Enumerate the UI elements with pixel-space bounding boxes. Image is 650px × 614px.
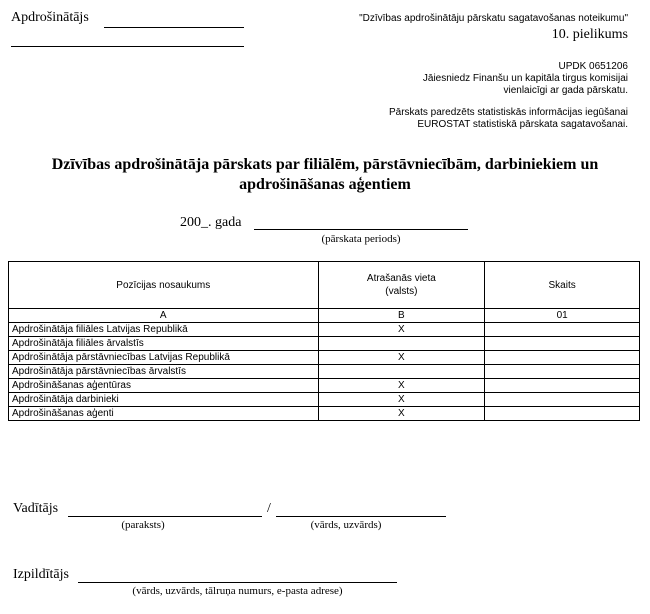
row-location-cell[interactable]	[318, 337, 485, 351]
row-location-cell[interactable]	[318, 365, 485, 379]
insurer-label: Apdrošinātājs	[11, 10, 89, 25]
table-header-row	[9, 262, 640, 309]
report-title-line-1: Dzīvības apdrošinātāja pārskats par filiālēm, pārstāvniecībām, darbiniekiem un	[51, 156, 599, 173]
row-name: Apdrošinātāja filiāles Latvijas Republikā	[9, 323, 319, 337]
table-row	[9, 379, 640, 393]
insurer-name-line-2[interactable]	[11, 46, 244, 47]
row-location: X	[318, 393, 485, 407]
row-name: Apdrošinātāja pārstāvniecības Latvijas Republikā	[9, 351, 319, 365]
table-row	[9, 365, 640, 379]
regulation-ref: "Dzīvības apdrošinātāju pārskatu sagatavošanas noteikumu"	[359, 13, 628, 24]
executor-caption: (vārds, uzvārds, tālruņa numurs, e-pasta adrese)	[132, 585, 343, 597]
purpose-note-1: Pārskats paredzēts statistiskās informācijas iegūšanai	[389, 107, 628, 118]
table-row	[9, 323, 640, 337]
slash-separator: /	[267, 501, 271, 516]
row-location: X	[318, 323, 485, 337]
table-code-row	[9, 309, 640, 323]
signature-caption: (paraksts)	[121, 519, 165, 531]
row-name: Apdrošinātāja filiāles ārvalstīs	[9, 337, 319, 351]
row-count-cell[interactable]	[485, 337, 640, 351]
name-caption: (vārds, uzvārds)	[310, 519, 382, 531]
report-title-line-2: apdrošināšanas aģentiem	[239, 176, 411, 193]
purpose-note-2: EUROSTAT statistiskā pārskata sagatavošanai.	[417, 119, 628, 130]
table-row	[9, 393, 640, 407]
code-a: A	[9, 309, 319, 323]
manager-signature-line[interactable]	[68, 516, 262, 517]
row-count-cell[interactable]	[485, 365, 640, 379]
header-position-name: Pozīcijas nosaukums	[9, 262, 319, 309]
code-b: B	[318, 309, 485, 323]
executor-label: Izpildītājs	[13, 567, 69, 582]
row-count-cell[interactable]	[485, 351, 640, 365]
period-input-line[interactable]	[254, 229, 468, 230]
report-table	[8, 261, 640, 421]
row-location: X	[318, 379, 485, 393]
submit-note-2: vienlaicīgi ar gada pārskatu.	[503, 85, 628, 96]
table-row	[9, 337, 640, 351]
row-name: Apdrošinātāja pārstāvniecības ārvalstīs	[9, 365, 319, 379]
row-count-cell[interactable]	[485, 379, 640, 393]
row-location: X	[318, 351, 485, 365]
row-location: X	[318, 407, 485, 421]
row-name: Apdrošināšanas aģentūras	[9, 379, 319, 393]
table-row	[9, 407, 640, 421]
period-caption: (pārskata periods)	[321, 233, 401, 245]
code-01: 01	[485, 309, 640, 323]
row-count-cell[interactable]	[485, 323, 640, 337]
row-name: Apdrošināšanas aģenti	[9, 407, 319, 421]
period-prefix: 200_. gada	[180, 215, 242, 230]
annex-number: 10. pielikums	[551, 27, 628, 42]
insurer-name-line[interactable]	[104, 27, 244, 28]
header-location-label: Atrašanās vieta	[366, 273, 436, 284]
row-name: Apdrošinātāja darbinieki	[9, 393, 319, 407]
header-location	[318, 262, 485, 309]
manager-name-line[interactable]	[276, 516, 446, 517]
table-row	[9, 351, 640, 365]
submit-note-1: Jāiesniedz Finanšu un kapitāla tirgus komisijai	[422, 73, 628, 84]
row-count-cell[interactable]	[485, 407, 640, 421]
header-count: Skaits	[485, 262, 640, 309]
manager-label: Vadītājs	[13, 501, 59, 516]
row-count-cell[interactable]	[485, 393, 640, 407]
form-code: UPDK 0651206	[558, 61, 628, 72]
executor-info-line[interactable]	[78, 582, 397, 583]
header-location-sub: (valsts)	[385, 286, 418, 297]
